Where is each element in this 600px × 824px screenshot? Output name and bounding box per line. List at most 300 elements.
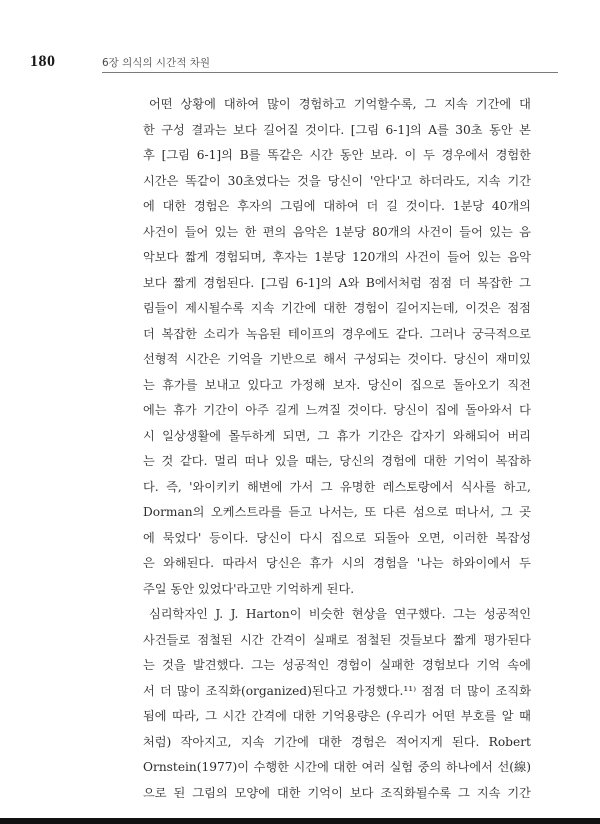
- word: Harton이: [245, 607, 302, 621]
- word: 궁극적으로: [472, 326, 531, 341]
- word: 간격이: [270, 632, 307, 647]
- word: 경험되며,: [214, 250, 266, 264]
- word: 떠나서,: [454, 505, 495, 519]
- word: 식사를: [460, 479, 497, 494]
- word: 40개의: [491, 199, 531, 213]
- word: 사건이: [143, 224, 179, 239]
- word: 이것은: [465, 301, 501, 315]
- word: 서: [143, 683, 155, 698]
- word: 처럼): [143, 734, 172, 749]
- word: 기억: [476, 658, 500, 672]
- word: 경우에도: [341, 326, 389, 341]
- word: 후: [143, 148, 155, 162]
- word: 그러나: [429, 326, 466, 341]
- word: 경험이: [336, 658, 372, 672]
- word: 있다고: [247, 377, 283, 392]
- word: 6-1]의: [385, 122, 422, 137]
- word: 일상생활에: [162, 428, 221, 443]
- word: 그: [317, 428, 330, 443]
- word: 조직화(organized)된다고: [205, 683, 348, 698]
- word: 에: [143, 530, 155, 545]
- word: 보라.: [370, 148, 398, 162]
- word: 녹음된: [245, 326, 282, 341]
- word: Ornstein(1977)이: [143, 760, 250, 774]
- word: B를: [239, 148, 261, 162]
- word: 그림의: [192, 785, 228, 800]
- word: 당신의: [339, 454, 375, 468]
- word: 음악: [507, 250, 531, 264]
- word: 기간: [507, 785, 531, 800]
- text-line: [143, 500, 531, 526]
- word: 현상을: [351, 607, 388, 621]
- word: 점점: [507, 301, 531, 315]
- word: 1분당: [452, 199, 485, 213]
- word: 레스토랑에서: [382, 479, 454, 494]
- word: 중의: [417, 760, 442, 774]
- word: 곳: [519, 505, 531, 519]
- word: 점점: [421, 683, 445, 698]
- word: 하고,: [503, 479, 531, 494]
- word: 구성되는: [353, 352, 401, 366]
- text-line: [143, 475, 531, 501]
- word: 는: [143, 377, 155, 392]
- word: 는: [143, 658, 155, 672]
- word: 더: [159, 683, 172, 698]
- word: 알: [501, 709, 514, 723]
- word: 된: [173, 785, 186, 800]
- word: 경험하고: [298, 97, 346, 111]
- word: 것이다.: [347, 403, 387, 417]
- word: 지속: [240, 734, 265, 749]
- word: 1분당: [314, 250, 346, 264]
- word: 기간은: [367, 428, 403, 443]
- word: 같다.: [395, 326, 424, 341]
- word: 유명한: [339, 479, 376, 494]
- word: 림들이: [143, 301, 179, 315]
- word: 휴가: [336, 428, 361, 443]
- word: 두: [519, 556, 531, 570]
- word: 그: [320, 479, 333, 494]
- word: 등이다.: [209, 530, 249, 545]
- word: 기간: [507, 173, 531, 188]
- word: 모양에: [234, 785, 270, 800]
- word: 가정했다.¹¹⁾: [352, 683, 417, 698]
- word: 비슷한: [308, 607, 345, 621]
- word: 시간: [239, 632, 264, 647]
- word: 구성: [161, 122, 185, 137]
- word: 후자는: [272, 250, 308, 264]
- word: 는: [143, 454, 155, 468]
- word: 그: [500, 505, 513, 519]
- word: 해변에: [247, 479, 283, 494]
- word: 이러한: [452, 530, 488, 545]
- word: 같다.: [180, 454, 208, 468]
- word: [그림: [260, 275, 290, 290]
- word: 6-1]의: [295, 275, 333, 290]
- word: 짧게: [173, 275, 197, 290]
- text-line: [143, 143, 531, 169]
- word: 와해되어: [452, 428, 500, 443]
- word: 보자.: [332, 377, 361, 392]
- word: 직전: [507, 377, 531, 392]
- word: 그림에: [280, 199, 316, 213]
- text-line: [143, 322, 531, 348]
- word: 경험에: [381, 454, 417, 468]
- word: 경험을: [373, 556, 409, 570]
- word: 경험은: [351, 734, 387, 749]
- word: 한: [244, 224, 257, 239]
- word: 대한: [162, 199, 187, 213]
- header-rule: [102, 72, 558, 73]
- chapter-title: 6장 의식의 시간적 차원: [102, 57, 210, 69]
- word: 느껴질: [305, 403, 341, 417]
- word: 이: [404, 148, 417, 162]
- word: 기억을: [227, 352, 263, 366]
- word: 기간에: [273, 734, 309, 749]
- word: 음악은: [292, 224, 329, 239]
- word: 때: [519, 709, 531, 723]
- word: 복잡한: [161, 326, 197, 341]
- word: 와해된다.: [163, 556, 215, 570]
- word: 더: [366, 199, 379, 213]
- word: 때는,: [305, 454, 333, 468]
- word: 어떤: [149, 97, 173, 111]
- word: 보다: [143, 275, 167, 290]
- word: 들어: [447, 250, 471, 264]
- word: (우리가: [386, 709, 427, 723]
- word: 그: [458, 785, 470, 800]
- word: 대한: [318, 734, 342, 749]
- word: 그는: [452, 607, 477, 621]
- word: 적어지게: [395, 734, 443, 749]
- word: 점철된: [356, 632, 392, 647]
- word: 복잡하: [495, 454, 531, 468]
- word: A를: [428, 122, 449, 137]
- word: 있는: [214, 224, 239, 239]
- word: 두: [423, 148, 435, 162]
- word: 간격에: [251, 709, 287, 723]
- text-line: [143, 730, 531, 756]
- word: 따라,: [172, 709, 200, 723]
- text-line: [143, 169, 531, 195]
- word: 기반으로: [269, 352, 317, 366]
- word: 길어지는데,: [395, 301, 459, 315]
- word: 평가된다: [483, 632, 531, 647]
- word: 몰두하게: [228, 428, 276, 443]
- word: 다.: [143, 479, 159, 494]
- word: 대한: [323, 301, 347, 315]
- word: 휴가를: [162, 377, 198, 392]
- word: 음: [519, 224, 531, 239]
- text-line: [143, 296, 531, 322]
- text-line: [143, 551, 531, 577]
- word: 당신이: [393, 403, 429, 417]
- word: 에: [143, 199, 155, 213]
- word: 동안: [489, 122, 513, 137]
- word: 다: [519, 403, 531, 417]
- word: 것이다.: [405, 199, 445, 213]
- word: 들어: [459, 224, 483, 239]
- text-line: [143, 679, 531, 705]
- word: 속에: [507, 658, 531, 672]
- word: 오케스트라를: [211, 505, 282, 519]
- word: Robert: [488, 734, 531, 749]
- word: 사건이: [417, 224, 453, 239]
- word: 지속: [444, 97, 468, 111]
- word: 재미있: [495, 352, 531, 366]
- word: A와: [338, 275, 360, 290]
- text-line: [143, 194, 531, 220]
- text-line: [143, 271, 531, 297]
- word: 멀리: [214, 454, 238, 468]
- word: 경험은: [193, 199, 230, 213]
- word: '나는: [416, 556, 444, 570]
- text-line: [143, 449, 531, 475]
- word: 기억용량은: [321, 709, 381, 723]
- word: 있는: [489, 224, 513, 239]
- word: 아주: [245, 403, 269, 417]
- word: 대한: [423, 454, 447, 468]
- word: 휴가: [309, 556, 334, 570]
- word: 시간: [222, 709, 247, 723]
- text-line: [143, 245, 531, 271]
- word: 오면,: [417, 530, 445, 545]
- word: 가정해: [290, 377, 326, 392]
- word: 1분당: [334, 224, 366, 239]
- text-line: [143, 653, 531, 679]
- word: 당신이: [453, 352, 489, 366]
- word: 똑같이: [185, 173, 221, 188]
- word: B에서처럼: [365, 275, 422, 290]
- word: 기간에: [475, 97, 512, 111]
- word: 기간이: [203, 403, 239, 417]
- word: 연구했다.: [394, 607, 446, 621]
- word: 당신은: [265, 556, 302, 570]
- word: 사건들로: [143, 632, 191, 647]
- text-line: [143, 755, 531, 781]
- word: 복잡성: [495, 530, 531, 545]
- word: 성공적인: [483, 607, 531, 621]
- word: 성공적인: [282, 658, 330, 672]
- word: 길: [386, 199, 398, 213]
- word: 지속: [250, 301, 275, 315]
- running-header: [30, 52, 530, 76]
- word: 점철된: [197, 632, 233, 647]
- word: 하나에서: [445, 760, 493, 774]
- word: 것이다.: [407, 352, 447, 366]
- word: 조직화될수록: [380, 785, 452, 800]
- word: 여러: [361, 760, 386, 774]
- word: 똑같은: [267, 148, 303, 162]
- word: 120개의: [352, 250, 399, 264]
- text-line: [143, 373, 531, 399]
- text-line: [143, 526, 531, 552]
- word: 실패한: [379, 658, 415, 672]
- word: J.: [215, 607, 224, 621]
- word: 섬으로: [412, 505, 449, 519]
- word: 30초였다는: [227, 173, 291, 188]
- word: 경우에서: [441, 148, 489, 162]
- word: 시의: [341, 556, 365, 570]
- word: Dorman의: [143, 505, 205, 519]
- text-line: [143, 424, 531, 450]
- word: 80개의: [372, 224, 412, 239]
- word: 선(線): [497, 760, 531, 774]
- word: 기억할수록,: [353, 97, 417, 111]
- word: 사건이: [405, 250, 441, 264]
- word: 대하여: [223, 97, 260, 111]
- word: 또: [364, 505, 377, 519]
- word: 실험: [389, 760, 414, 774]
- word: 복잡한: [477, 275, 513, 290]
- word: 하더라도,: [418, 173, 470, 188]
- word: 시간은: [143, 173, 179, 188]
- text-line: [143, 347, 531, 373]
- word: 집으로: [410, 377, 446, 392]
- word: '안다'고: [369, 173, 413, 188]
- word: 대한: [276, 785, 301, 800]
- word: 대: [519, 97, 531, 111]
- word: 기간에: [281, 301, 317, 315]
- word: 집에: [435, 403, 459, 417]
- word: 있는: [477, 250, 501, 264]
- word: 악보다: [143, 250, 179, 264]
- word: 되면,: [282, 428, 311, 443]
- word: 기억이: [453, 454, 489, 468]
- word: 갑자기: [410, 428, 446, 443]
- word: 것: [161, 454, 174, 468]
- word: 많이: [466, 683, 491, 698]
- word: J.: [230, 607, 239, 621]
- word: 경험보다: [422, 658, 470, 672]
- word: 실패로: [313, 632, 349, 647]
- word: 부호를: [460, 709, 497, 723]
- word: 테이프의: [287, 326, 336, 341]
- word: 본: [519, 122, 531, 137]
- word: 짧게: [453, 632, 477, 647]
- word: 어떤: [431, 709, 456, 723]
- word: [그림: [161, 148, 190, 162]
- word: 따라서: [222, 556, 258, 570]
- word: 돌아오기: [452, 377, 501, 392]
- word: 떠나: [244, 454, 269, 468]
- word: 경험이: [353, 301, 389, 315]
- word: 결과는: [191, 122, 227, 137]
- text-line: [143, 220, 531, 246]
- word: 들어: [184, 224, 209, 239]
- word: 버리: [507, 428, 531, 443]
- text-line: [143, 704, 531, 730]
- word: [그림: [350, 122, 380, 137]
- word: 하와이에서: [451, 556, 511, 570]
- word: 경험된다.: [203, 275, 255, 290]
- word: 짧게: [184, 250, 209, 264]
- word: 즉,: [166, 479, 182, 494]
- word: 해서: [323, 352, 347, 366]
- text-line: [143, 602, 531, 628]
- text-line: [143, 118, 531, 144]
- word: 더: [458, 275, 471, 290]
- word: 보다: [349, 785, 374, 800]
- word: 가서: [289, 479, 314, 494]
- word: 듣고: [288, 505, 312, 519]
- word: 30초: [455, 122, 483, 137]
- word: 집으로: [330, 530, 367, 545]
- word: 더: [449, 683, 462, 698]
- body-text: [143, 92, 531, 806]
- word: 경험한: [495, 148, 531, 162]
- word: 다시: [299, 530, 323, 545]
- word: 시간은: [185, 352, 221, 366]
- word: 대하여: [323, 199, 359, 213]
- word: 에는: [143, 403, 167, 417]
- word: 당신이: [256, 530, 292, 545]
- word: 그: [424, 97, 437, 111]
- word: 보내고: [204, 377, 241, 392]
- word: 시간: [309, 148, 333, 162]
- word: 작아지고,: [180, 734, 232, 749]
- word: 한: [143, 122, 155, 137]
- text-line: [143, 628, 531, 654]
- word: 심리학자인: [149, 607, 208, 621]
- word: 묵었다': [162, 530, 202, 545]
- text-line: [143, 781, 531, 807]
- word: 선형적: [143, 352, 179, 366]
- word: 다른: [382, 505, 407, 519]
- word: 있을: [274, 454, 299, 468]
- word: 편의: [262, 224, 287, 239]
- word: 그: [205, 709, 217, 723]
- word: 은: [143, 556, 155, 570]
- word: 으로: [143, 785, 167, 800]
- word: 제시될수록: [185, 301, 244, 315]
- word: 상황에: [180, 97, 216, 111]
- word: 것들보다: [398, 632, 446, 647]
- word: 조직화: [495, 683, 531, 698]
- word: 길어질: [263, 122, 299, 137]
- word: 많이: [176, 683, 201, 698]
- word: 돌아와서: [465, 403, 513, 417]
- word: 후자의: [237, 199, 273, 213]
- word: 된다.: [451, 734, 480, 749]
- word: 6-1]의: [196, 148, 233, 162]
- word: 당신이: [367, 377, 403, 392]
- word: 발견했다.: [193, 658, 244, 672]
- word: '와이키키: [189, 479, 240, 494]
- word: 더: [143, 326, 155, 341]
- word: 것을: [297, 173, 321, 188]
- page-number: 180: [30, 53, 56, 70]
- word: 동안: [339, 148, 364, 162]
- word: 시간에: [293, 760, 329, 774]
- word: 것을: [162, 658, 186, 672]
- word: 지속: [476, 173, 501, 188]
- word: 그는: [251, 658, 275, 672]
- word: 나서는,: [318, 505, 358, 519]
- word: 대한: [333, 760, 357, 774]
- word: 그: [519, 275, 531, 290]
- text-line: [143, 92, 531, 118]
- word: 것이다.: [305, 122, 345, 137]
- text-line: [143, 398, 531, 424]
- word: 보다: [233, 122, 257, 137]
- word: 기억이: [307, 785, 343, 800]
- bottom-rule: [0, 818, 600, 824]
- word: 점점: [428, 275, 453, 290]
- word: 지속: [476, 785, 501, 800]
- text-line: 주일 동안 있었다'라고만 기억하게 된다.: [143, 581, 355, 596]
- word: 됨에: [143, 709, 167, 723]
